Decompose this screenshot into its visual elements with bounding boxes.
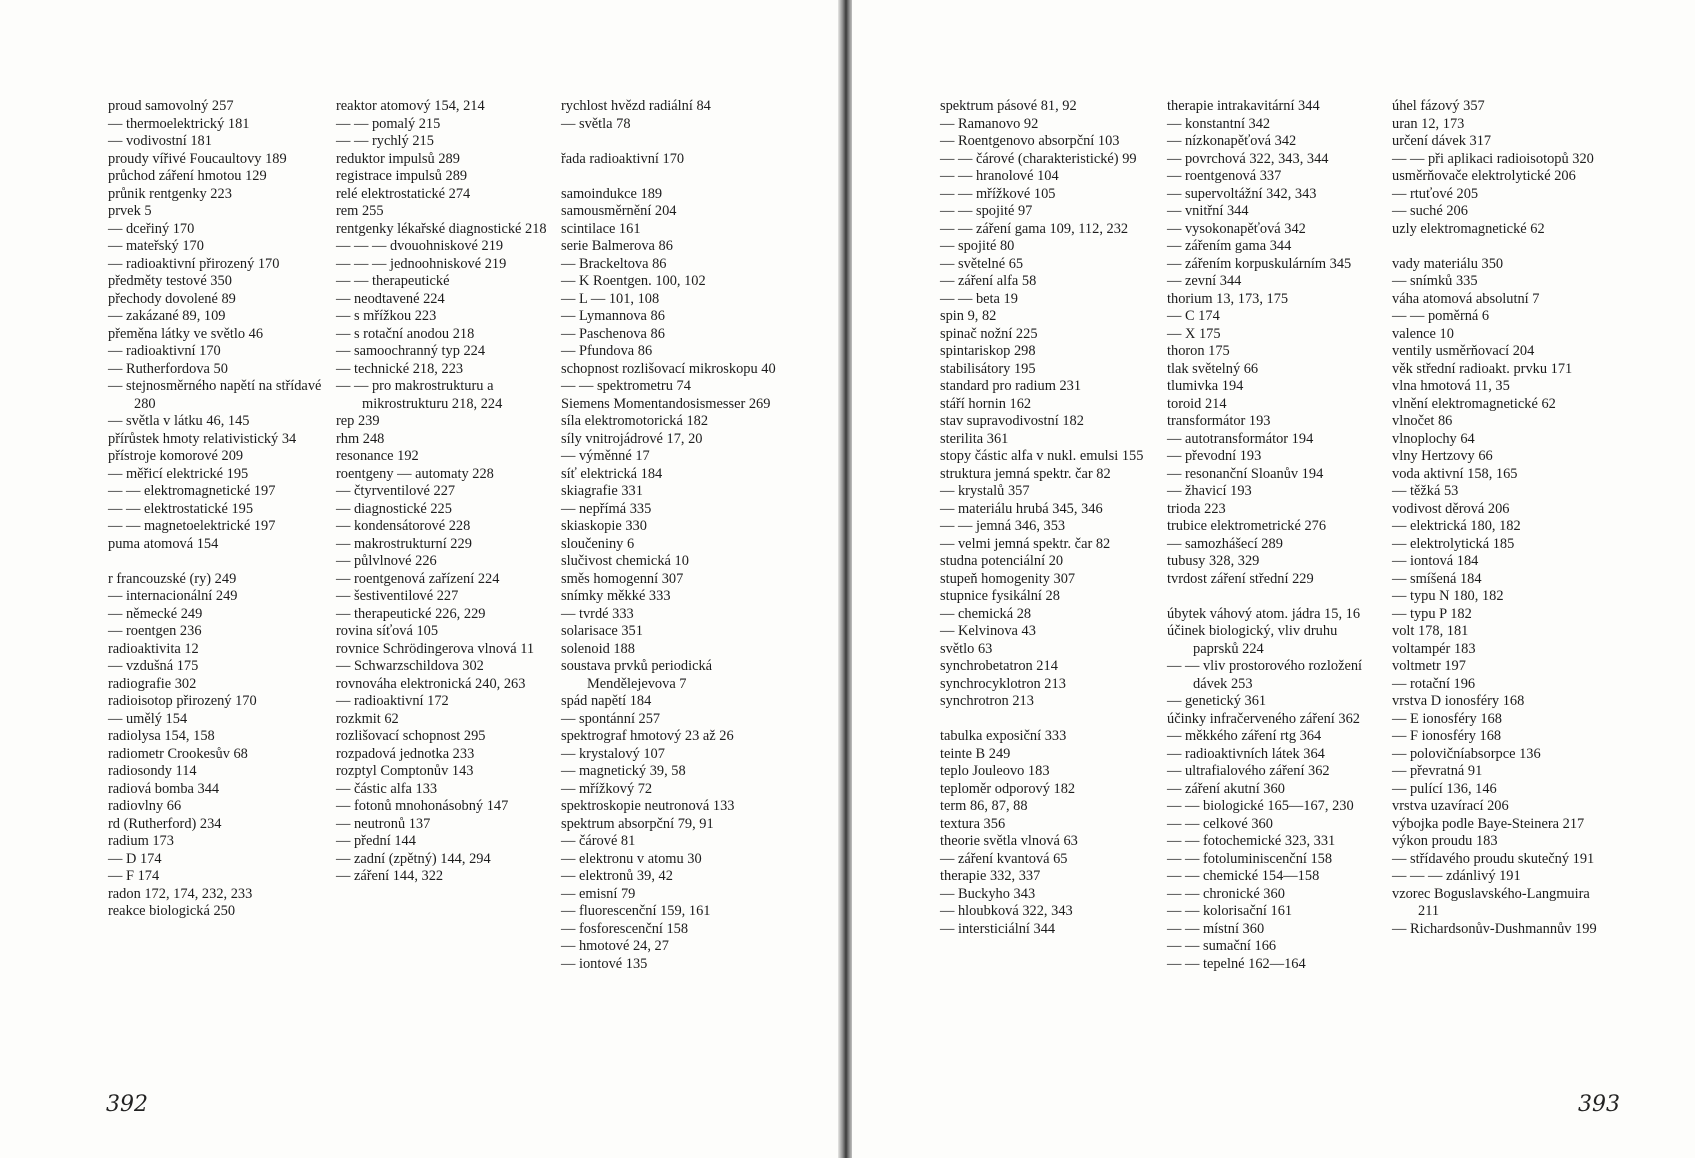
index-entry: — — beta 19 (940, 290, 1018, 307)
index-entry: — elektronu v atomu 30 (561, 850, 702, 867)
index-entry: — — záření gama 109, 112, 232 (940, 220, 1129, 237)
index-entry: radiovlny 66 (108, 798, 182, 814)
index-entry: — fosforescenční 158 (561, 920, 689, 937)
index-entry: — převodní 193 (1167, 448, 1262, 464)
index-entry: vady materiálu 350 (1392, 255, 1504, 272)
index-entry: věk střední radioakt. prvku 171 (1392, 360, 1573, 377)
index-entry: — záření alfa 58 (940, 273, 1037, 289)
index-entry: — povrchová 322, 343, 344 (1167, 150, 1329, 167)
index-entry: — fluorescenční 159, 161 (561, 903, 711, 919)
index-entry: rozpadová jednotka 233 (336, 745, 475, 762)
index-entry: transformátor 193 (1167, 413, 1271, 429)
index-entry: spektrum pásové 81, 92 (940, 98, 1077, 114)
index-entry: — — kolorisační 161 (1167, 903, 1293, 919)
index-entry: — nízkonapěťová 342 (1167, 133, 1297, 149)
index-entry: skiagrafie 331 (561, 483, 643, 499)
index-entry: tubusy 328, 329 (1167, 553, 1260, 569)
index-entry: — krystalů 357 (940, 483, 1030, 499)
index-entry: vlnoplochy 64 (1392, 430, 1475, 447)
index-entry: — therapeutické 226, 229 (336, 605, 486, 622)
index-entry: stav supravodivostní 182 (940, 413, 1084, 429)
index-entry: stupnice fysikální 28 (940, 588, 1060, 604)
index-entry: spin 9, 82 (940, 308, 997, 324)
index-entry: thorium 13, 173, 175 (1167, 290, 1289, 307)
index-entry: — měkkého záření rtg 364 (1167, 728, 1322, 744)
index-entry: — D 174 (108, 850, 162, 867)
index-entry: synchrotron 213 (940, 693, 1034, 709)
index-entry: — typu P 182 (1392, 605, 1472, 622)
index-entry: prvek 5 (108, 203, 152, 219)
index-entry: voltampér 183 (1392, 640, 1476, 657)
index-entry: radiolysa 154, 158 (108, 728, 215, 744)
index-entry: stopy částic alfa v nukl. emulsi 155 (940, 448, 1144, 464)
index-entry: — vysokonapěťová 342 (1167, 220, 1306, 237)
index-column (336, 98, 551, 886)
index-column (1392, 98, 1604, 938)
index-entry: — — biologické 165—167, 230 (1167, 798, 1354, 814)
index-entry: samoindukce 189 (561, 185, 663, 202)
index-entry: — typu N 180, 182 (1392, 588, 1504, 604)
index-entry: vlna hmotová 11, 35 (1392, 378, 1510, 394)
index-entry: přístroje komorové 209 (108, 448, 244, 464)
index-entry: tabulka exposiční 333 (940, 728, 1067, 744)
index-entry: — zářením gama 344 (1167, 238, 1292, 254)
index-entry: rovnice Schrödingerova vlnová 11 (336, 640, 535, 657)
index-entry: spinač nožní 225 (940, 325, 1038, 342)
index-entry: soustava prvků periodická Mendělejevova 7 (561, 658, 713, 692)
index-entry: vodivost děrová 206 (1392, 500, 1510, 517)
index-entry: — emisní 79 (561, 885, 636, 902)
index-entry: toroid 214 (1167, 395, 1227, 412)
section-gap (1167, 588, 1379, 606)
index-entry: uzly elektromagnetické 62 (1392, 220, 1545, 237)
index-entry: solenoid 188 (561, 640, 635, 657)
index-entry: — záření 144, 322 (336, 868, 444, 884)
index-entry: voltmetr 197 (1392, 658, 1466, 674)
index-entry: — intersticiální 344 (940, 920, 1056, 937)
index-entry: roentgeny — automaty 228 (336, 465, 494, 482)
index-entry: slučivost chemická 10 (561, 553, 689, 569)
index-entry: — radioaktivní 172 (336, 693, 449, 709)
index-entry: snímky měkké 333 (561, 588, 671, 604)
index-entry: — — magnetoelektrické 197 (108, 518, 276, 534)
index-entry: — C 174 (1167, 308, 1220, 324)
index-entry: řada radioaktivní 170 (561, 150, 685, 167)
index-entry: reduktor impulsů 289 (336, 150, 460, 167)
index-entry: usměrňovače elektrolytické 206 (1392, 168, 1576, 184)
index-entry: určení dávek 317 (1392, 133, 1492, 149)
index-entry: Siemens Momentandosismesser 269 (561, 395, 771, 412)
index-entry: — iontová 184 (1392, 553, 1479, 569)
index-entry: solarisace 351 (561, 623, 643, 639)
index-entry: — Roentgenovo absorpční 103 (940, 133, 1120, 149)
index-entry: synchrocyklotron 213 (940, 675, 1066, 692)
index-entry: — velmi jemná spektr. čar 82 (940, 535, 1111, 552)
index-entry: thoron 175 (1167, 343, 1230, 359)
index-entry: — rtuťové 205 (1392, 185, 1479, 202)
index-entry: vlny Hertzovy 66 (1392, 448, 1493, 464)
index-entry: textura 356 (940, 815, 1006, 832)
index-entry: průchod záření hmotou 129 (108, 168, 267, 184)
index-entry: rozkmit 62 (336, 710, 399, 727)
index-entry: — resonanční Sloanův 194 (1167, 465, 1324, 482)
index-entry: — — celkové 360 (1167, 815, 1273, 832)
index-entry: spintariskop 298 (940, 343, 1036, 359)
index-entry: — smíšená 184 (1392, 570, 1482, 587)
left-page (0, 0, 840, 1158)
index-entry: tlumivka 194 (1167, 378, 1244, 394)
index-entry: reakce biologická 250 (108, 903, 236, 919)
index-entry: — samoochranný typ 224 (336, 343, 486, 359)
index-entry: výkon proudu 183 (1392, 833, 1498, 849)
index-entry: — Lymannova 86 (561, 308, 665, 324)
index-entry: synchrobetatron 214 (940, 658, 1058, 674)
index-entry: — německé 249 (108, 605, 203, 622)
index-entry: — světelné 65 (940, 255, 1024, 272)
index-entry: sterilita 361 (940, 430, 1009, 447)
index-entry: — konstantní 342 (1167, 115, 1271, 132)
index-entry: — vodivostní 181 (108, 133, 212, 149)
index-entry: — — při aplikaci radioisotopů 320 (1392, 150, 1594, 167)
index-entry: sloučeniny 6 (561, 535, 635, 552)
index-entry: — fotonů mnohonásobný 147 (336, 798, 509, 814)
index-entry: — — čárové (charakteristické) 99 (940, 150, 1137, 167)
index-entry: — roentgen 236 (108, 623, 202, 639)
index-entry: — Buckyho 343 (940, 885, 1036, 902)
index-entry: vlnění elektromagnetické 62 (1392, 395, 1556, 412)
index-entry: — mateřský 170 (108, 238, 204, 254)
index-entry: — — spektrometru 74 (561, 378, 691, 394)
index-entry: — — spojité 97 (940, 203, 1033, 219)
index-entry: vrstva uzavírací 206 (1392, 798, 1509, 814)
index-entry: — autotransformátor 194 (1167, 430, 1314, 447)
index-entry: theorie světla vlnová 63 (940, 833, 1078, 849)
index-entry: — iontové 135 (561, 955, 648, 972)
index-entry: průnik rentgenky 223 (108, 185, 232, 202)
index-entry: — půlvlnové 226 (336, 553, 437, 569)
index-entry: rychlost hvězd radiální 84 (561, 98, 711, 114)
index-entry: — dceřiný 170 (108, 220, 195, 237)
index-entry: — — therapeutické (336, 273, 450, 289)
index-entry: — tvrdé 333 (561, 605, 634, 622)
index-entry: trubice elektrometrické 276 (1167, 518, 1327, 534)
index-entry: — makrostrukturní 229 (336, 535, 472, 552)
index-entry: — materiálu hrubá 345, 346 (940, 500, 1103, 517)
index-entry: — hloubková 322, 343 (940, 903, 1073, 919)
index-entry: — Paschenova 86 (561, 325, 665, 342)
index-entry: — — — zdánlivý 191 (1392, 868, 1521, 884)
index-entry: — magnetický 39, 58 (561, 763, 686, 779)
index-entry: světlo 63 (940, 640, 993, 657)
index-entry: valence 10 (1392, 325, 1454, 342)
index-entry: rentgenky lékařské diagnostické 218 (336, 220, 547, 237)
page-number: 392 (106, 1092, 148, 1117)
index-entry: — Richardsonův-Dushmannův 199 (1392, 920, 1597, 937)
index-entry: — spontánní 257 (561, 710, 661, 727)
index-entry: spektroskopie neutronová 133 (561, 798, 735, 814)
index-entry: skiaskopie 330 (561, 518, 647, 534)
index-entry: — šestiventilové 227 (336, 588, 459, 604)
index-entry: radioaktivita 12 (108, 640, 199, 657)
index-entry: účinek biologický, vliv druhu paprsků 224 (1167, 623, 1338, 657)
index-entry: — polovičníabsorpce 136 (1392, 745, 1541, 762)
index-entry: — záření kvantová 65 (940, 850, 1068, 867)
index-entry: — radioaktivní přirozený 170 (108, 255, 280, 272)
index-entry: stupeň homogenity 307 (940, 570, 1076, 587)
index-entry: — — — jednoohniskové 219 (336, 255, 507, 272)
index-entry: — s rotační anodou 218 (336, 325, 475, 342)
index-entry: — elektronů 39, 42 (561, 868, 673, 884)
index-entry: — mřížkový 72 (561, 780, 653, 797)
index-column (561, 98, 776, 973)
index-entry: vzorec Boguslavského-Langmuira 211 (1392, 885, 1590, 919)
index-entry: schopnost rozlišovací mikroskopu 40 (561, 360, 776, 377)
index-entry: rovina síťová 105 (336, 623, 439, 639)
index-entry: přírůstek hmoty relativistický 34 (108, 430, 297, 447)
index-entry: ventily usměrňovací 204 (1392, 343, 1535, 359)
index-entry: spektrograf hmotový 23 až 26 (561, 728, 734, 744)
index-entry: — umělý 154 (108, 710, 188, 727)
index-entry: — měřicí elektrické 195 (108, 465, 249, 482)
index-entry: síť elektrická 184 (561, 465, 663, 482)
index-entry: — thermoelektrický 181 (108, 115, 250, 132)
index-entry: radiová bomba 344 (108, 780, 220, 797)
index-entry: studna potenciální 20 (940, 553, 1064, 569)
index-entry: — rotační 196 (1392, 675, 1476, 692)
index-entry: trioda 223 (1167, 500, 1226, 517)
index-entry: — stejnosměrného napětí na střídavé 280 (108, 378, 322, 412)
index-entry: r francouzské (ry) 249 (108, 570, 237, 587)
index-entry: úhel fázový 357 (1392, 98, 1485, 114)
index-entry: — převratná 91 (1392, 763, 1483, 779)
index-entry: — — chronické 360 (1167, 885, 1285, 902)
index-entry: — kondensátorové 228 (336, 518, 471, 534)
index-entry: — elektrolytická 185 (1392, 535, 1515, 552)
index-entry: — zadní (zpětný) 144, 294 (336, 850, 491, 867)
index-entry: — záření akutní 360 (1167, 780, 1285, 797)
index-entry: — E ionosféry 168 (1392, 710, 1502, 727)
index-entry: resonance 192 (336, 448, 419, 464)
index-entry: — Kelvinova 43 (940, 623, 1036, 639)
index-entry: — ultrafialového záření 362 (1167, 763, 1330, 779)
index-entry: — těžká 53 (1392, 483, 1459, 499)
index-entry: — internacionální 249 (108, 588, 238, 604)
index-entry: — — elektrostatické 195 (108, 500, 254, 517)
index-entry: vlnočet 86 (1392, 413, 1453, 429)
index-entry: proud samovolný 257 (108, 98, 234, 114)
index-entry: — technické 218, 223 (336, 360, 464, 377)
index-entry: účinky infračerveného záření 362 (1167, 710, 1360, 727)
index-entry: úbytek váhový atom. jádra 15, 16 (1167, 605, 1361, 622)
index-entry: teploměr odporový 182 (940, 780, 1076, 797)
index-entry: rozlišovací schopnost 295 (336, 728, 486, 744)
index-entry: — částic alfa 133 (336, 780, 438, 797)
index-entry: váha atomová absolutní 7 (1392, 290, 1540, 307)
index-entry: puma atomová 154 (108, 535, 219, 552)
page-number: 393 (1578, 1092, 1620, 1117)
index-entry: therapie 332, 337 (940, 868, 1041, 884)
index-entry: serie Balmerova 86 (561, 238, 673, 254)
index-entry: — diagnostické 225 (336, 500, 452, 517)
index-entry: — roentgenová zařízení 224 (336, 570, 500, 587)
index-entry: — snímků 335 (1392, 273, 1478, 289)
index-entry: — — elektromagnetické 197 (108, 483, 276, 499)
index-entry: — střídavého proudu skutečný 191 (1392, 850, 1595, 867)
index-entry: — L — 101, 108 (561, 290, 660, 307)
index-entry: — spojité 80 (940, 238, 1015, 254)
index-entry: směs homogenní 307 (561, 570, 684, 587)
index-entry: — — poměrná 6 (1392, 308, 1490, 324)
index-entry: — zářením korpuskulárním 345 (1167, 255, 1352, 272)
right-page (852, 0, 1695, 1158)
index-entry: — radioaktivní 170 (108, 343, 221, 359)
index-entry: spád napětí 184 (561, 693, 652, 709)
index-entry: — radioaktivních látek 364 (1167, 745, 1325, 762)
index-entry: vrstva D ionosféry 168 (1392, 693, 1525, 709)
index-entry: rozptyl Comptonův 143 (336, 763, 474, 779)
index-entry: — hmotové 24, 27 (561, 938, 669, 954)
index-entry: — — pro makrostrukturu a mikrostrukturu 218, 224 (336, 378, 503, 412)
index-entry: — genetický 361 (1167, 693, 1267, 709)
section-gap (108, 553, 328, 571)
index-entry: stabilisátory 195 (940, 360, 1036, 377)
index-entry: reaktor atomový 154, 214 (336, 98, 485, 114)
index-entry: — — chemické 154—158 (1167, 868, 1320, 884)
index-entry: síly vnitrojádrové 17, 20 (561, 430, 703, 447)
index-entry: — neodtavené 224 (336, 290, 445, 307)
index-entry: — Rutherfordova 50 (108, 360, 228, 377)
index-entry: — zakázané 89, 109 (108, 308, 226, 324)
index-entry: — čárové 81 (561, 833, 636, 849)
section-gap (1392, 238, 1604, 256)
index-column (1167, 98, 1379, 973)
index-entry: předměty testové 350 (108, 273, 232, 289)
index-entry: stáří hornin 162 (940, 395, 1032, 412)
index-entry: radioisotop přirozený 170 (108, 693, 257, 709)
index-entry: rovnováha elektronická 240, 263 (336, 675, 526, 692)
index-entry: radiosondy 114 (108, 763, 197, 779)
index-entry: rhm 248 (336, 430, 385, 447)
index-entry: radium 173 (108, 833, 174, 849)
index-entry: — — hranolové 104 (940, 168, 1059, 184)
index-entry: uran 12, 173 (1392, 115, 1465, 132)
index-entry: — F 174 (108, 868, 160, 884)
index-entry: — — sumační 166 (1167, 938, 1277, 954)
index-entry: — pulící 136, 146 (1392, 780, 1497, 797)
index-entry: — — pomalý 215 (336, 115, 441, 132)
index-entry: — přední 144 (336, 833, 416, 849)
index-entry: výbojka podle Baye-Steinera 217 (1392, 815, 1585, 832)
index-entry: — chemická 28 (940, 605, 1032, 622)
index-entry: — — vliv prostorového rozložení dávek 253 (1167, 658, 1363, 692)
index-entry: — neutronů 137 (336, 815, 431, 832)
index-entry: — zevní 344 (1167, 273, 1242, 289)
index-entry: — světla 78 (561, 115, 631, 132)
index-entry: — samozhášecí 289 (1167, 535, 1283, 552)
index-entry: radon 172, 174, 232, 233 (108, 885, 253, 902)
index-entry: radiografie 302 (108, 675, 197, 692)
index-entry: tvrdost záření střední 229 (1167, 570, 1314, 587)
index-entry: — vzdušná 175 (108, 658, 199, 674)
index-entry: — nepřímá 335 (561, 500, 652, 517)
index-entry: relé elektrostatické 274 (336, 185, 471, 202)
index-entry: — — mřížkové 105 (940, 185, 1056, 202)
index-entry: struktura jemná spektr. čar 82 (940, 465, 1111, 482)
index-entry: — suché 206 (1392, 203, 1468, 219)
index-entry: — — fotoluminiscenční 158 (1167, 850, 1333, 867)
index-entry: — K Roentgen. 100, 102 (561, 273, 706, 289)
index-entry: — vnitřní 344 (1167, 203, 1249, 219)
section-gap (561, 133, 776, 151)
index-entry: — supervoltážní 342, 343 (1167, 185, 1317, 202)
index-entry: term 86, 87, 88 (940, 798, 1028, 814)
index-column (940, 98, 1155, 938)
index-entry: proudy vířivé Foucaultovy 189 (108, 150, 287, 167)
index-entry: — žhavicí 193 (1167, 483, 1252, 499)
index-entry: teplo Jouleovo 183 (940, 763, 1050, 779)
index-entry: — F ionosféry 168 (1392, 728, 1502, 744)
index-entry: spektrum absorpční 79, 91 (561, 815, 714, 832)
index-entry: — — fotochemické 323, 331 (1167, 833, 1336, 849)
index-entry: tlak světelný 66 (1167, 360, 1259, 377)
index-entry: — elektrická 180, 182 (1392, 518, 1521, 534)
index-entry: registrace impulsů 289 (336, 168, 468, 184)
section-gap (940, 711, 1155, 729)
index-entry: voda aktivní 158, 165 (1392, 465, 1518, 482)
index-entry: teinte B 249 (940, 745, 1011, 762)
index-entry: — Ramanovo 92 (940, 115, 1039, 132)
index-entry: — Pfundova 86 (561, 343, 653, 359)
index-entry: — — rychlý 215 (336, 133, 434, 149)
index-entry: — X 175 (1167, 325, 1221, 342)
index-entry: samousměrnění 204 (561, 203, 677, 219)
index-entry: přechody dovolené 89 (108, 290, 236, 307)
index-entry: volt 178, 181 (1392, 623, 1469, 639)
index-entry: — světla v látku 46, 145 (108, 413, 250, 429)
index-entry: — výměnné 17 (561, 448, 650, 464)
index-entry: — roentgenová 337 (1167, 168, 1282, 184)
index-entry: rep 239 (336, 413, 380, 429)
index-entry: — — — dvouohniskové 219 (336, 238, 504, 254)
index-entry: — — jemná 346, 353 (940, 518, 1066, 534)
section-gap (561, 168, 776, 186)
index-entry: standard pro radium 231 (940, 378, 1082, 394)
index-entry: — Schwarzschildova 302 (336, 658, 484, 674)
index-entry: rem 255 (336, 203, 384, 219)
index-column (108, 98, 328, 921)
index-entry: přeměna látky ve světlo 46 (108, 325, 264, 342)
index-entry: therapie intrakavitární 344 (1167, 98, 1320, 114)
index-entry: scintilace 161 (561, 220, 641, 237)
index-entry: síla elektromotorická 182 (561, 413, 709, 429)
index-entry: — s mřížkou 223 (336, 308, 437, 324)
index-entry: — Brackeltova 86 (561, 255, 667, 272)
index-entry: — — tepelné 162—164 (1167, 955, 1306, 972)
index-entry: rd (Rutherford) 234 (108, 815, 222, 832)
index-entry: — — místní 360 (1167, 920, 1265, 937)
index-entry: — čtyrventilové 227 (336, 483, 456, 499)
index-entry: — krystalový 107 (561, 745, 665, 762)
index-entry: radiometr Crookesův 68 (108, 745, 248, 762)
